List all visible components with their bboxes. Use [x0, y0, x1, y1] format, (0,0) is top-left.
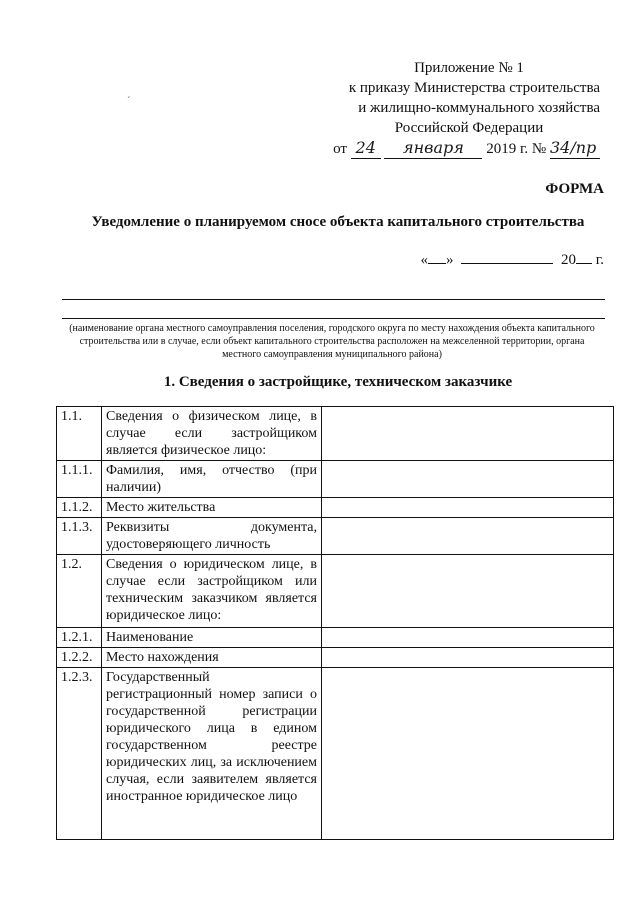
- row-label: Сведения о юридическом лице, в случае если застройщиком или техническим заказчиком является юридическое лицо:: [102, 555, 322, 628]
- row-value-cell[interactable]: [322, 518, 614, 555]
- date-open-quote: «: [420, 252, 429, 268]
- row-number: 1.1.2.: [57, 498, 102, 518]
- table-row: [57, 555, 614, 628]
- table-row: [57, 518, 614, 555]
- handwritten-day: 24: [351, 138, 381, 159]
- row-number: 1.2.: [57, 555, 102, 628]
- row-number: 1.2.1.: [57, 628, 102, 648]
- day-blank[interactable]: [428, 263, 446, 264]
- row-number: 1.1.3.: [57, 518, 102, 555]
- table-row: [57, 498, 614, 518]
- authority-line-1[interactable]: [62, 299, 605, 300]
- handwritten-order-number: 34/пр: [550, 138, 600, 159]
- year-suffix: г.: [595, 252, 604, 268]
- row-value-cell[interactable]: [322, 648, 614, 668]
- date-blank: [421, 252, 604, 269]
- table-row: [57, 407, 614, 461]
- authority-caption: (наименование органа местного самоуправления поселения, городского округа по месту нахождения объекта капитального строительства или в случае, если объект капитального строительства расположен на межселенной территории, органа местного самоуправления муниципального района): [69, 323, 595, 360]
- table-row: [57, 461, 614, 498]
- appendix-line-2: к приказу Министерства строительства: [348, 80, 600, 96]
- order-date-line: [330, 138, 600, 159]
- row-number: 1.1.1.: [57, 461, 102, 498]
- row-label: Наименование: [102, 628, 322, 648]
- date-year: 2019 г. №: [486, 141, 547, 157]
- row-value-cell[interactable]: [322, 498, 614, 518]
- date-close-quote: »: [446, 252, 454, 268]
- appendix-header: [330, 58, 600, 159]
- row-label: Сведения о физическом лице, в случае если застройщиком является физическое лицо:: [102, 407, 322, 461]
- table-row: [57, 628, 614, 648]
- developer-info-table: [56, 406, 614, 840]
- appendix-line-1: Приложение № 1: [414, 60, 524, 76]
- row-value-cell[interactable]: [322, 628, 614, 648]
- row-number: 1.1.: [57, 407, 102, 461]
- row-value-cell[interactable]: [322, 555, 614, 628]
- year-prefix: 20: [561, 252, 577, 268]
- section-1-title: 1. Сведения о застройщике, техническом заказчике: [163, 374, 513, 390]
- month-blank[interactable]: [461, 263, 553, 264]
- row-value-cell[interactable]: [322, 668, 614, 840]
- row-label: Место жительства: [102, 498, 322, 518]
- scan-mark: ´: [127, 96, 131, 107]
- date-prefix: от: [333, 141, 347, 157]
- row-label: Фамилия, имя, отчество (при наличии): [102, 461, 322, 498]
- row-number: 1.2.3.: [57, 668, 102, 840]
- authority-line-2[interactable]: [62, 318, 605, 319]
- handwritten-month: января: [384, 138, 482, 159]
- appendix-line-4: Российской Федерации: [394, 120, 544, 136]
- table-row: [57, 668, 614, 840]
- row-label: Реквизиты документа, удостоверяющего личность: [102, 518, 322, 555]
- table-row: [57, 648, 614, 668]
- document-title: Уведомление о планируемом сносе объекта капитального строительства: [91, 214, 585, 230]
- form-label: ФОРМА: [545, 181, 604, 197]
- row-label: Государственный регистрационный номер записи о государственной регистрации юридического лица в едином государственном реестре юридических лиц, за исключением случая, если заявителем является иностранное юридическое лицо: [102, 668, 322, 840]
- year-blank[interactable]: [576, 263, 592, 264]
- row-label: Место нахождения: [102, 648, 322, 668]
- row-value-cell[interactable]: [322, 407, 614, 461]
- row-number: 1.2.2.: [57, 648, 102, 668]
- appendix-line-3: и жилищно-коммунального хозяйства: [358, 100, 600, 116]
- row-value-cell[interactable]: [322, 461, 614, 498]
